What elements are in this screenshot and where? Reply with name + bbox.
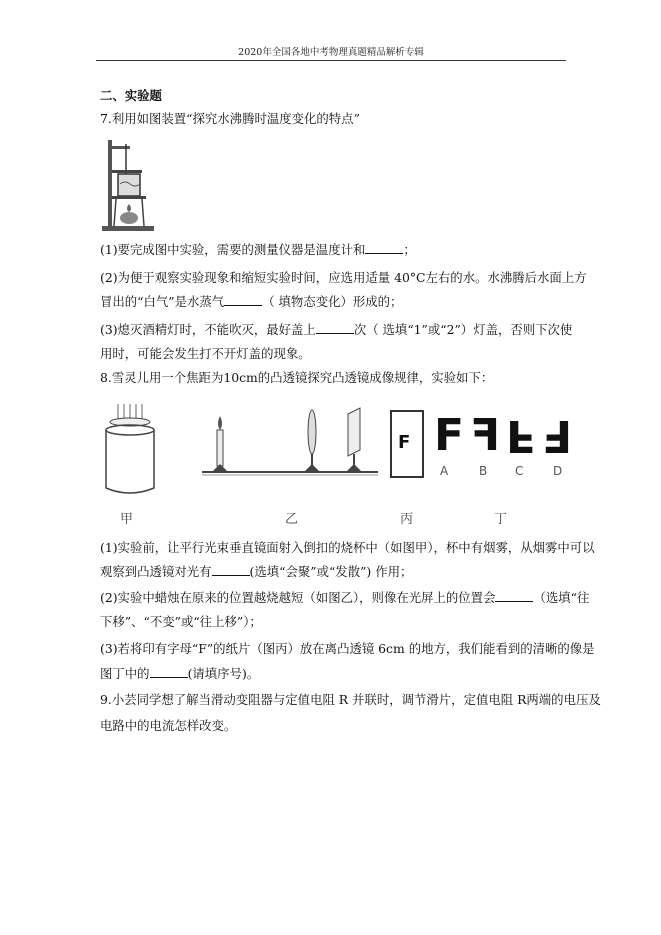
answer-blank <box>224 294 262 306</box>
image-option-d: F <box>542 410 573 461</box>
fig-jia-beaker <box>100 402 160 502</box>
q8-part1-line2: 观察到凸透镜对光有 (选填“会聚”或“发散”) 作用； <box>100 564 413 579</box>
choice-letter-a: A <box>440 464 449 478</box>
q8-part2-line2: 下移”、“不变”或“往上移”）； <box>100 614 262 629</box>
choice-letter-d: D <box>553 464 563 478</box>
q8-part3-line1: (3)若将印有字母“F”的纸片（图丙）放在离凸透镜 6cm 的地方，我们能看到的清晰的像是 <box>100 641 595 656</box>
q9-line1: 9.小芸同学想了解当滑动变阻器与定值电阻 R 并联时，调节滑片，定值电阻 R两端的电压及 <box>100 692 601 707</box>
header-rule <box>96 60 566 61</box>
image-option-c: F <box>506 410 537 461</box>
q8-part3-line2: 图丁中的 (请填序号)。 <box>100 666 260 681</box>
q7-part3-line1: (3)熄灭酒精灯时，不能吹灭，最好盖上 次（ 选填“1”或“2”）灯盖，否则下次使 <box>100 322 573 337</box>
choice-letter-c: C <box>515 464 524 478</box>
fig-label-jia: 甲 <box>120 512 134 527</box>
q8-stem: 8.雪灵儿用一个焦距为10cm的凸透镜探究凸透镜成像规律，实验如下： <box>100 370 494 385</box>
fig-label-yi: 乙 <box>285 512 299 527</box>
answer-blank <box>365 242 403 254</box>
choice-letter-b: B <box>479 464 488 478</box>
fig-label-ding: 丁 <box>494 512 508 527</box>
q7-part3-line2: 用时，可能会发生打不开灯盖的现象。 <box>100 346 311 361</box>
card-letter: F <box>398 432 411 453</box>
q7-part1: (1)要完成图中实验，需要的测量仪器是温度计和 ； <box>100 242 416 257</box>
image-option-a: F <box>434 410 465 461</box>
answer-blank <box>495 590 533 602</box>
fig-label-bing: 丙 <box>400 512 414 527</box>
answer-blank <box>212 564 250 576</box>
q9-line2: 电路中的电流怎样改变。 <box>100 718 237 733</box>
fig-ding-images <box>434 410 574 461</box>
page-header: 2020年全国各地中考物理真题精品解析专辑 <box>238 47 424 58</box>
fig-yi-optical-bench <box>200 402 380 482</box>
q7-stem: 7.利用如图装置“探究水沸腾时温度变化的特点” <box>100 111 360 126</box>
q7-part2-line1: (2)为便于观察实验现象和缩短实验时间，应选用适量 40°C左右的水。水沸腾后水面上方 <box>100 270 587 285</box>
section-title: 二、实验题 <box>100 88 162 103</box>
image-option-b: F <box>470 410 501 461</box>
q8-part1-line1: (1)实验前，让平行光束垂直镜面射入倒扣的烧杯中（如图甲），杯中有烟雾，从烟雾中可以 <box>100 540 595 555</box>
fig-bing-card <box>390 410 424 478</box>
answer-blank <box>150 666 188 678</box>
q7-part2-line2: 冒出的“白气”是水蒸气 （ 填物态变化）形成的； <box>100 294 403 309</box>
answer-blank <box>316 322 354 334</box>
q8-part2-line1: (2)实验中蜡烛在原来的位置越烧越短（如图乙），则像在光屏上的位置会 （选填“往 <box>100 590 590 605</box>
boiling-apparatus-figure <box>100 134 160 234</box>
